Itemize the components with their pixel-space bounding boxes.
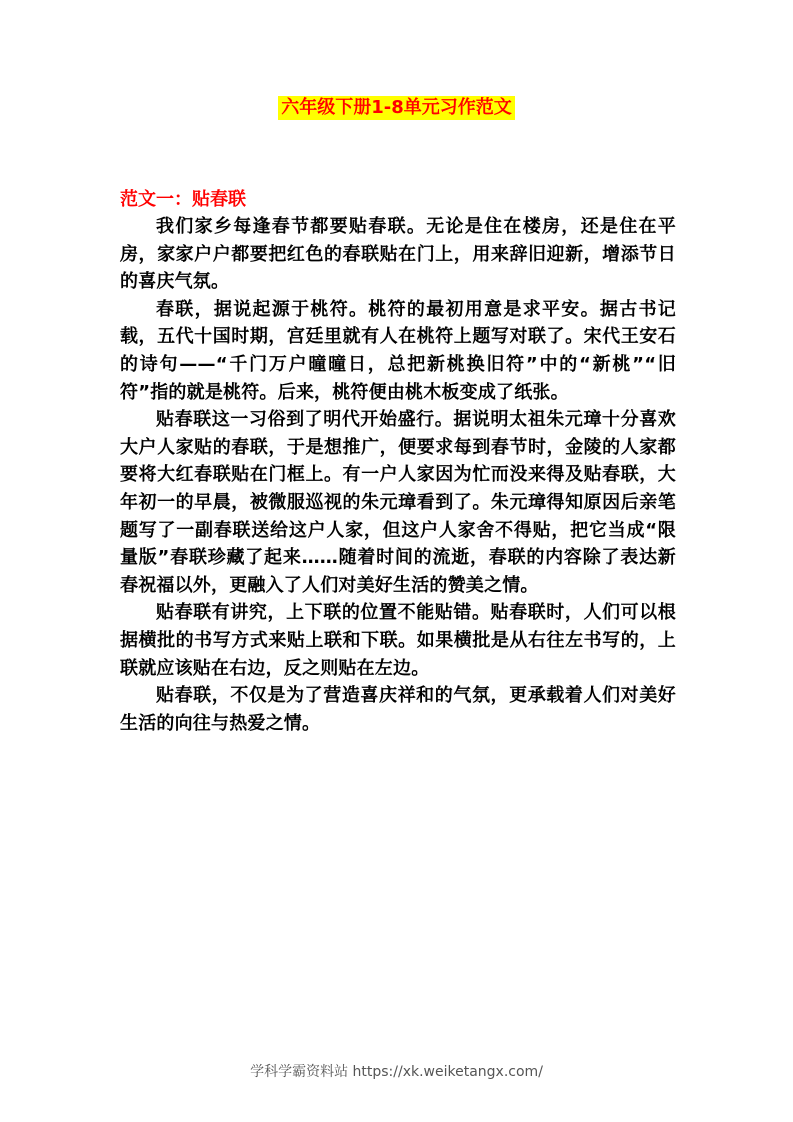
- section-heading: 范文一：贴春联: [120, 189, 246, 210]
- paragraph: 贴春联，不仅是为了营造喜庆祥和的气氛，更承载着人们对美好生活的向往与热爱之情。: [120, 685, 676, 734]
- footer-watermark: 学科学霸资料站 https://xk.weiketangx.com/: [250, 1064, 543, 1080]
- paragraph: 春联，据说起源于桃符。桃符的最初用意是求平安。据古书记载，五代十国时期，宫廷里就有人在桃符上题写对联了。宋代王安石的诗句——“千门万户曈曈日，总把新桃换旧符”中的“新桃”“旧符”指的就是桃符。后来，桃符便由桃木板变成了纸张。: [120, 298, 676, 403]
- page-title-container: [0, 96, 793, 120]
- paragraph: 贴春联有讲究，上下联的位置不能贴错。贴春联时，人们可以根据横批的书写方式来贴上联和下联。如果横批是从右往左书写的，上联就应该贴在右边，反之则贴在左边。: [120, 602, 676, 679]
- page-title: 六年级下册1-8单元习作范文: [278, 96, 515, 120]
- paragraph: 贴春联这一习俗到了明代开始盛行。据说明太祖朱元璋十分喜欢大户人家贴的春联，于是想推广，便要求每到春节时，金陵的人家都要将大红春联贴在门框上。有一户人家因为忙而没来得及贴春联，大年初一的早晨，被微服巡视的朱元璋看到了。朱元璋得知原因后亲笔题写了一副春联送给这户人家，但这户人家舍不得贴，把它当成“限量版”春联珍藏了起来……随着时间的流逝，春联的内容除了表达新春祝福以外，更融入了人们对美好生活的赞美之情。: [120, 409, 676, 596]
- paragraph: 我们家乡每逢春节都要贴春联。无论是住在楼房，还是住在平房，家家户户都要把红色的春联贴在门上，用来辞旧迎新，增添节日的喜庆气氛。: [120, 216, 676, 293]
- essay-body: [120, 213, 676, 737]
